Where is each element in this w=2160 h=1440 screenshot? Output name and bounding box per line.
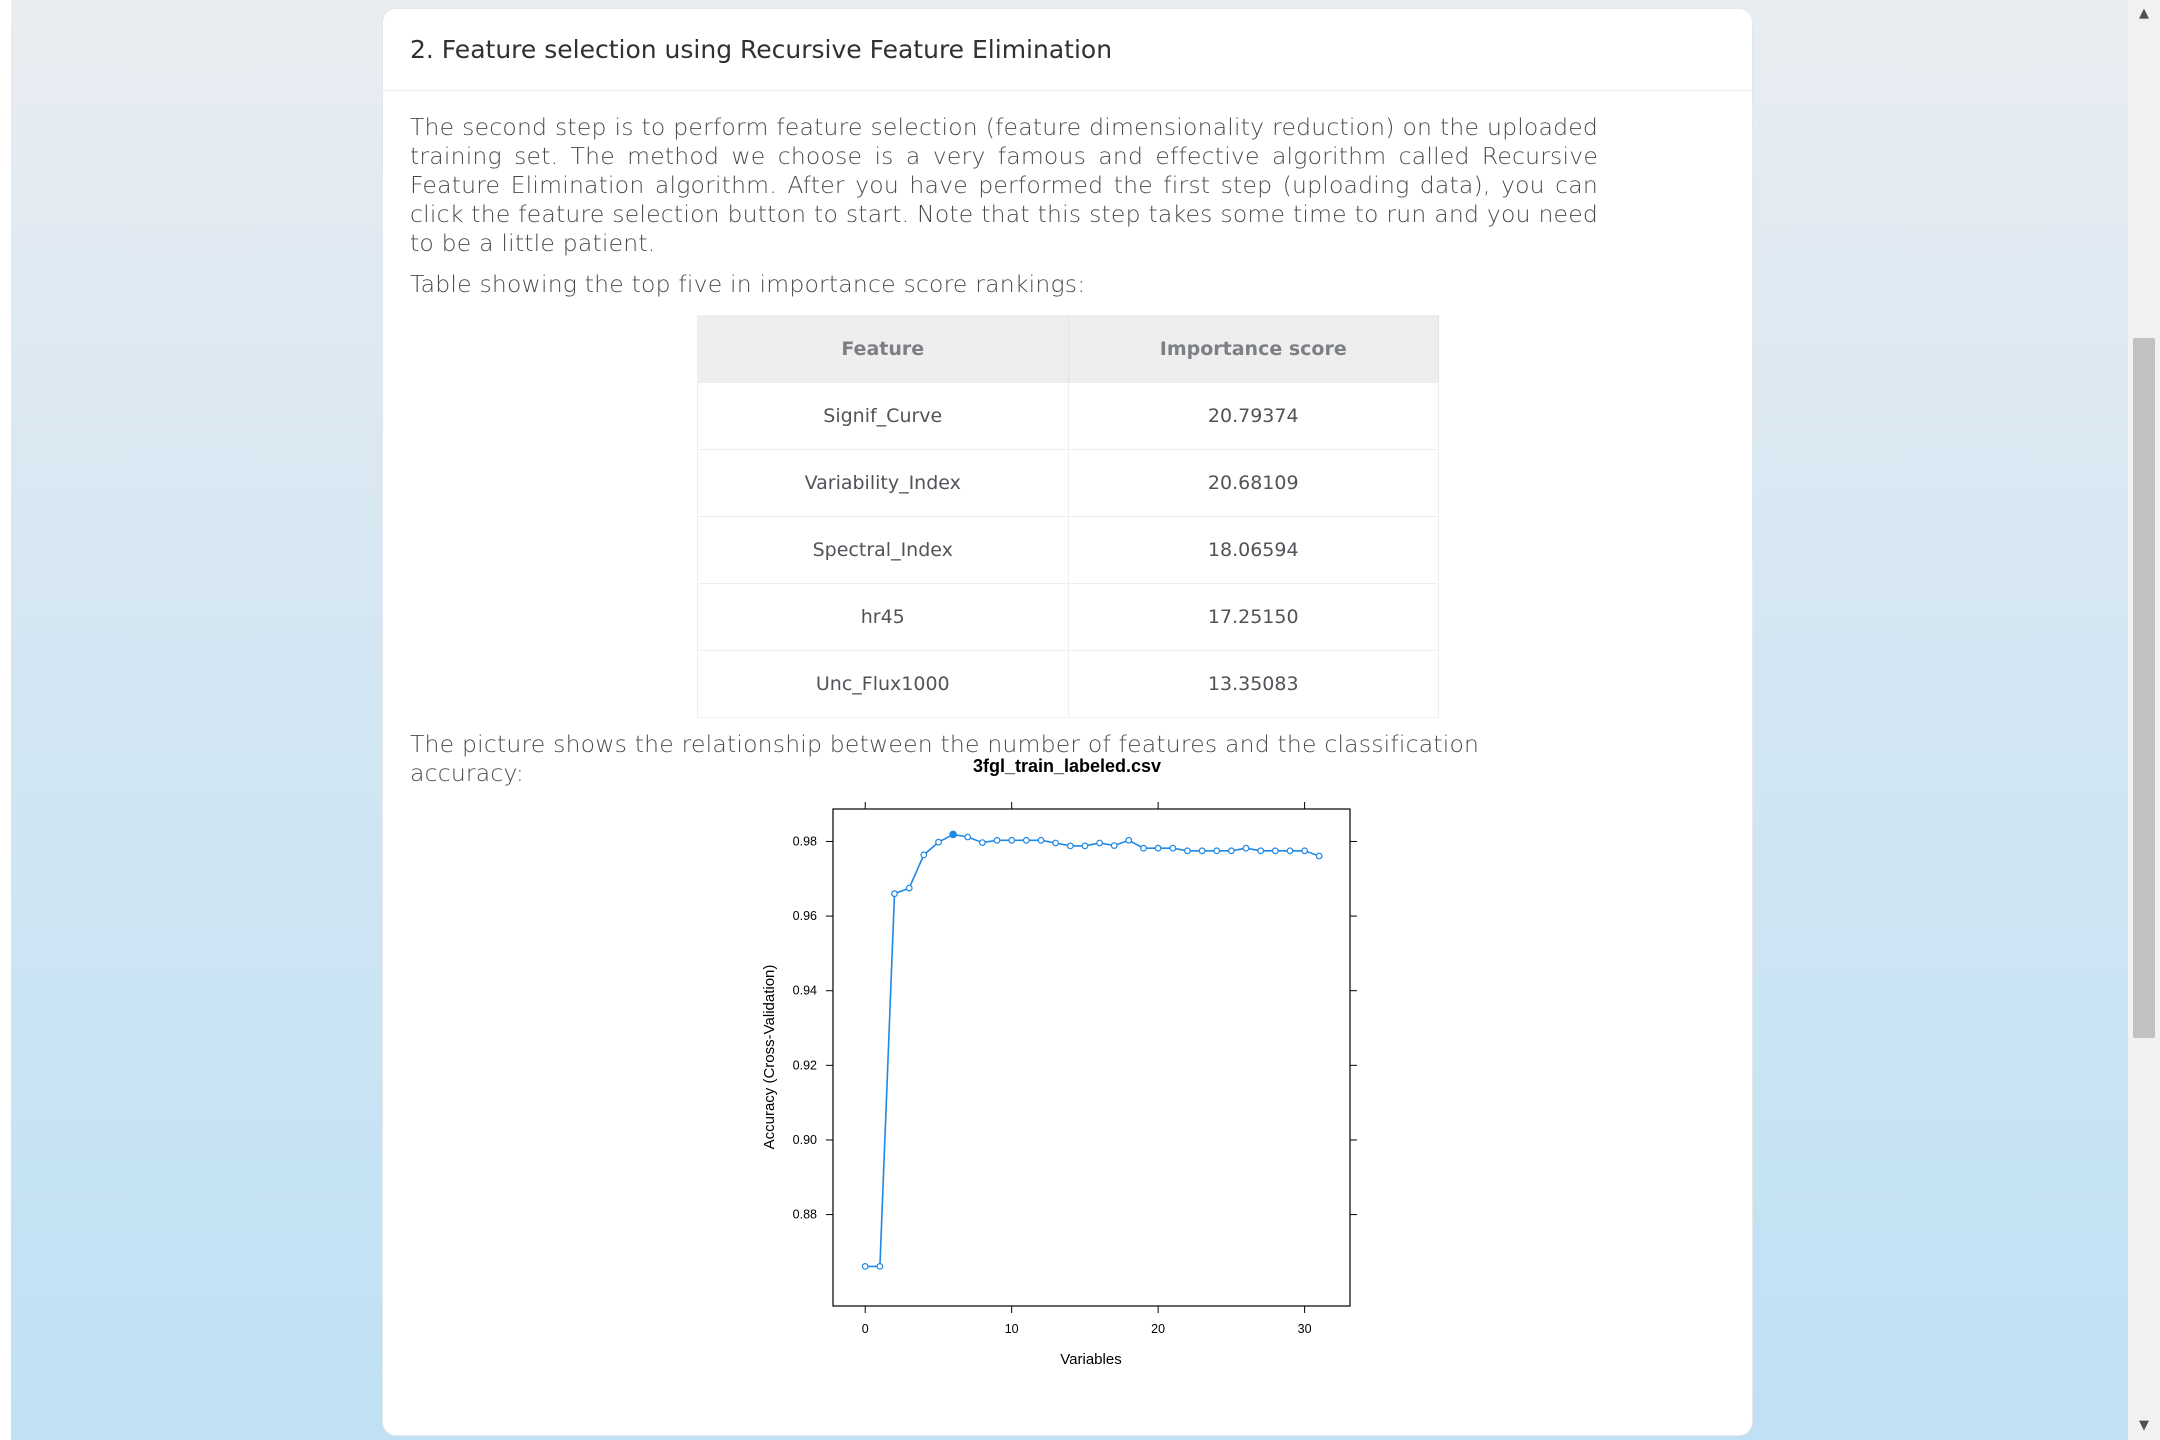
table-row	[698, 383, 1439, 450]
column-header-feature: Feature	[698, 315, 1069, 383]
score-cell: 18.06594	[1068, 517, 1439, 584]
feature-cell: Variability_Index	[698, 450, 1069, 517]
score-cell: 17.25150	[1068, 584, 1439, 651]
y-tick-label: 0.90	[792, 1132, 817, 1147]
feature-cell: Unc_Flux1000	[698, 651, 1069, 718]
series-line	[865, 834, 1319, 1266]
data-point	[1273, 848, 1279, 854]
data-point	[921, 852, 927, 858]
score-cell: 13.35083	[1068, 651, 1439, 718]
data-point	[1141, 845, 1147, 851]
data-point	[1287, 848, 1293, 854]
column-header-importance-score: Importance score	[1068, 315, 1439, 383]
data-point	[1038, 838, 1044, 844]
data-point	[936, 839, 942, 845]
y-tick-label: 0.88	[792, 1207, 817, 1222]
y-tick-label: 0.96	[792, 909, 817, 924]
score-cell: 20.68109	[1068, 450, 1439, 517]
table-header-row	[698, 315, 1439, 383]
scroll-thumb[interactable]	[2133, 338, 2155, 1038]
scroll-up-icon[interactable]: ▲	[2139, 6, 2149, 21]
card-title: 2. Feature selection using Recursive Feature Elimination	[410, 35, 1113, 64]
chart-svg	[383, 744, 1753, 1404]
feature-cell: Spectral_Index	[698, 517, 1069, 584]
vertical-scrollbar[interactable]	[2128, 0, 2160, 1440]
data-point	[1214, 848, 1220, 854]
intro-paragraph: The second step is to perform feature selection (feature dimensionality reduction) on the uploaded training set. The method we choose is a very famous and effective algorithm called Recursive Feature Elimination algorithm. After you have performed the first step (uploading data), you can click the feature selection button to start. Note that this step takes some time to run and you need to be a little patient.	[410, 113, 1598, 257]
data-point	[1302, 848, 1308, 854]
x-tick-label: 30	[1297, 1322, 1312, 1336]
y-tick-label: 0.94	[792, 983, 817, 998]
feature-cell: Signif_Curve	[698, 383, 1069, 450]
series-accuracy	[862, 831, 1322, 1269]
y-tick-label: 0.98	[792, 834, 817, 849]
data-point	[906, 885, 912, 891]
data-point	[1082, 843, 1088, 849]
data-point	[994, 838, 1000, 844]
data-point	[1009, 838, 1015, 844]
data-point-selected	[950, 831, 956, 837]
data-point	[1126, 838, 1132, 844]
data-point	[1229, 848, 1235, 854]
rfe-accuracy-chart	[383, 744, 1753, 1404]
y-axis-label: Accuracy (Cross-Validation)	[761, 964, 778, 1150]
data-point	[1316, 853, 1322, 859]
x-tick-label: 10	[1004, 1322, 1019, 1336]
feature-selection-card	[382, 8, 1753, 1436]
window-left-edge	[0, 0, 11, 1440]
table-caption: Table showing the top five in importance score rankings:	[410, 270, 1086, 298]
y-tick-label: 0.92	[792, 1058, 817, 1073]
score-cell: 20.79374	[1068, 383, 1439, 450]
table-row	[698, 517, 1439, 584]
table-row	[698, 651, 1439, 718]
data-point	[1199, 848, 1205, 854]
table-row	[698, 450, 1439, 517]
data-point	[1185, 848, 1191, 854]
data-point	[1170, 845, 1176, 851]
card-body	[383, 91, 1752, 788]
data-point	[1068, 843, 1074, 849]
table-row	[698, 584, 1439, 651]
importance-table	[697, 315, 1439, 718]
chart-caption: The picture shows the relationship between the number of features and the classification accuracy:	[410, 730, 1480, 787]
scroll-down-icon[interactable]: ▼	[2139, 1418, 2149, 1433]
feature-cell: hr45	[698, 584, 1069, 651]
data-point	[877, 1264, 883, 1270]
axis-ticks	[793, 802, 1357, 1336]
chart-title: 3fgl_train_labeled.csv	[972, 756, 1162, 776]
data-point	[862, 1264, 868, 1270]
data-point	[1155, 845, 1161, 851]
data-point	[980, 840, 986, 846]
data-point	[1258, 848, 1264, 854]
x-axis-label: Variables	[1060, 1351, 1122, 1368]
data-point	[1053, 840, 1059, 846]
data-point	[892, 891, 898, 897]
x-tick-label: 0	[861, 1322, 869, 1336]
card-header	[383, 9, 1752, 91]
data-point	[1097, 840, 1103, 846]
x-tick-label: 20	[1151, 1322, 1166, 1336]
data-point	[1111, 843, 1117, 849]
data-point	[1243, 845, 1249, 851]
data-point	[965, 834, 971, 840]
data-point	[1024, 838, 1030, 844]
